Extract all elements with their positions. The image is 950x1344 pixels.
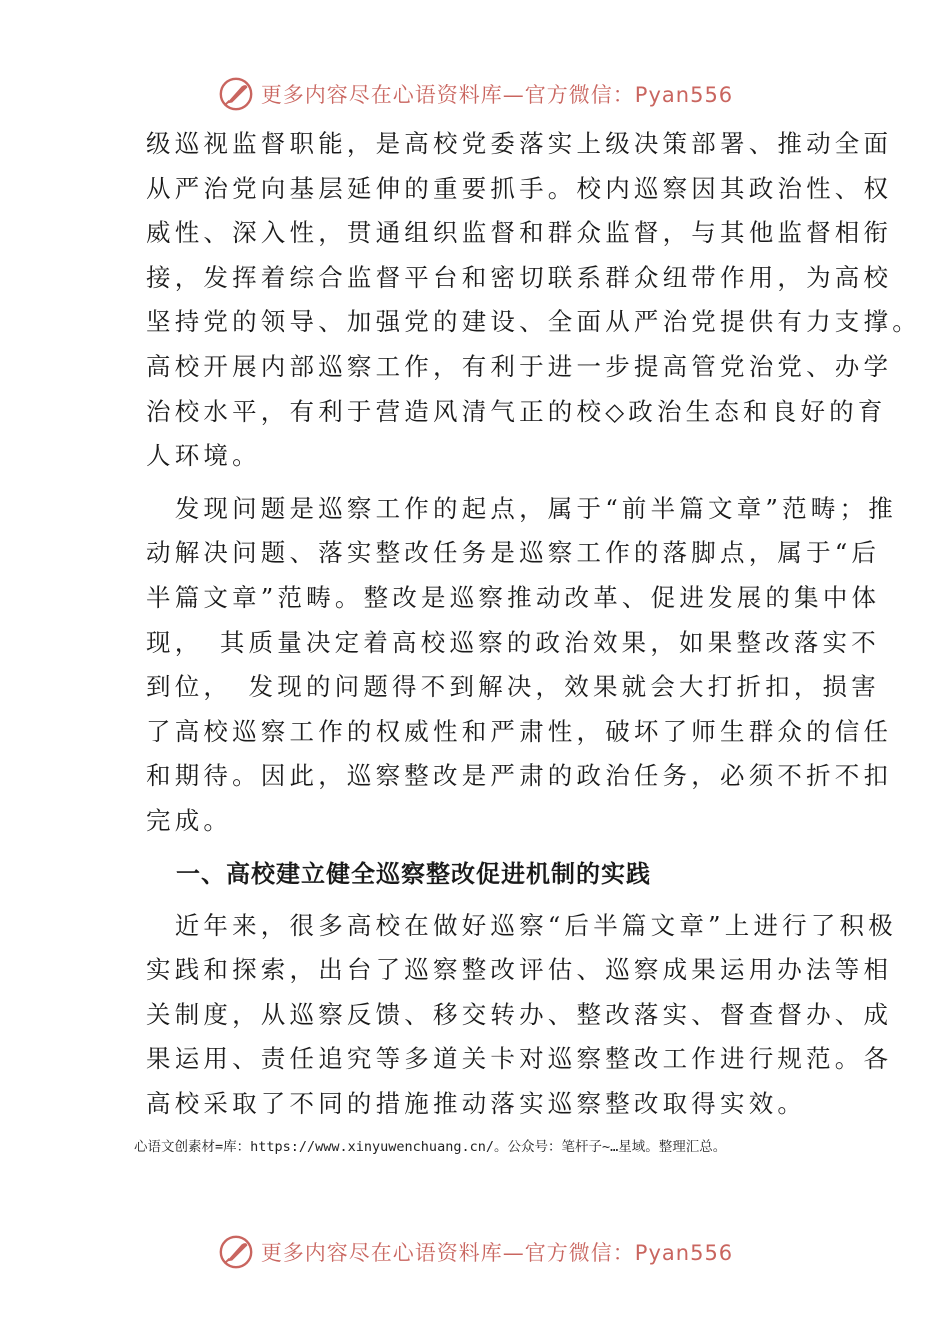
text-line: 了高校巡察工作的权威性和严肃性，破坏了师生群众的信任 [146, 716, 893, 746]
paragraph-1 [146, 122, 921, 479]
text-line: 级巡视监督职能，是高校党委落实上级决策部署、推动全面 [146, 129, 893, 158]
feather-pen-logo-icon [217, 1233, 255, 1271]
text-line: 坚持党的领导、加强党的建设、全面从严治党提供有力支撑。 [146, 307, 921, 337]
text-line: 高校采取了不同的措施推动落实巡察整改取得实效。 [146, 1088, 807, 1118]
source-footnote: 心语文创素材=库：https://www.xinyuwenchuang.cn/。公众号：笔杆子~…星域。整理汇总。 [134, 1139, 727, 1155]
text-line: 实践和探索，出台了巡察整改评估、巡察成果运用办法等相 [146, 955, 893, 985]
text-line: 高校开展内部巡察工作，有利于进一步提高管党治党、办学 [146, 351, 893, 381]
banner-text: 更多内容尽在心语资料库—官方微信：Pyan556 [260, 1241, 734, 1265]
banner-text: 更多内容尽在心语资料库—官方微信：Pyan556 [260, 83, 734, 107]
text-line: 发现问题是巡察工作的起点，属于“前半篇文章”范畴；推 [146, 493, 897, 523]
text-line: 果运用、责任追究等多道关卡对巡察整改工作进行规范。各 [146, 1044, 893, 1074]
text-line: 动解决问题、落实整改任务是巡察工作的落脚点，属于“后 [146, 538, 881, 568]
text-line: 从严治党向基层延伸的重要抓手。校内巡察因其政治性、权 [146, 173, 893, 203]
feather-pen-logo-icon [217, 75, 255, 113]
text-line: 半篇文章”范畴。整改是巡察推动改革、促进发展的集中体 [146, 582, 881, 612]
text-line: 接，发挥着综合监督平台和密切联系群众纽带作用，为高校 [146, 262, 893, 292]
text-line: 近年来，很多高校在做好巡察“后半篇文章”上进行了积极 [146, 910, 897, 940]
paragraph-2 [146, 487, 897, 844]
footer-banner [0, 1230, 950, 1274]
text-line: 威性、深入性，贯通组织监督和群众监督，与其他监督相衔 [146, 218, 893, 248]
article-body [146, 122, 921, 1126]
paragraph-3 [146, 904, 897, 1127]
text-line: 治校水平，有利于营造风清气正的校◇政治生态和良好的育 [146, 396, 887, 426]
text-line: 和期待。因此，巡察整改是严肃的政治任务，必须不折不扣 [146, 761, 893, 791]
text-line: 完成。 [146, 805, 233, 835]
text-line: 现， 其质量决定着高校巡察的政治效果，如果整改落实不 [146, 627, 880, 657]
header-banner [0, 72, 950, 116]
text-line: 关制度，从巡察反馈、移交转办、整改落实、督查督办、成 [146, 999, 893, 1029]
text-line: 到位， 发现的问题得不到解决，效果就会大打折扣，损害 [146, 672, 880, 702]
text-line: 人环境。 [146, 441, 261, 471]
section-heading: 一、高校建立健全巡察整改促进机制的实践 [176, 859, 651, 888]
